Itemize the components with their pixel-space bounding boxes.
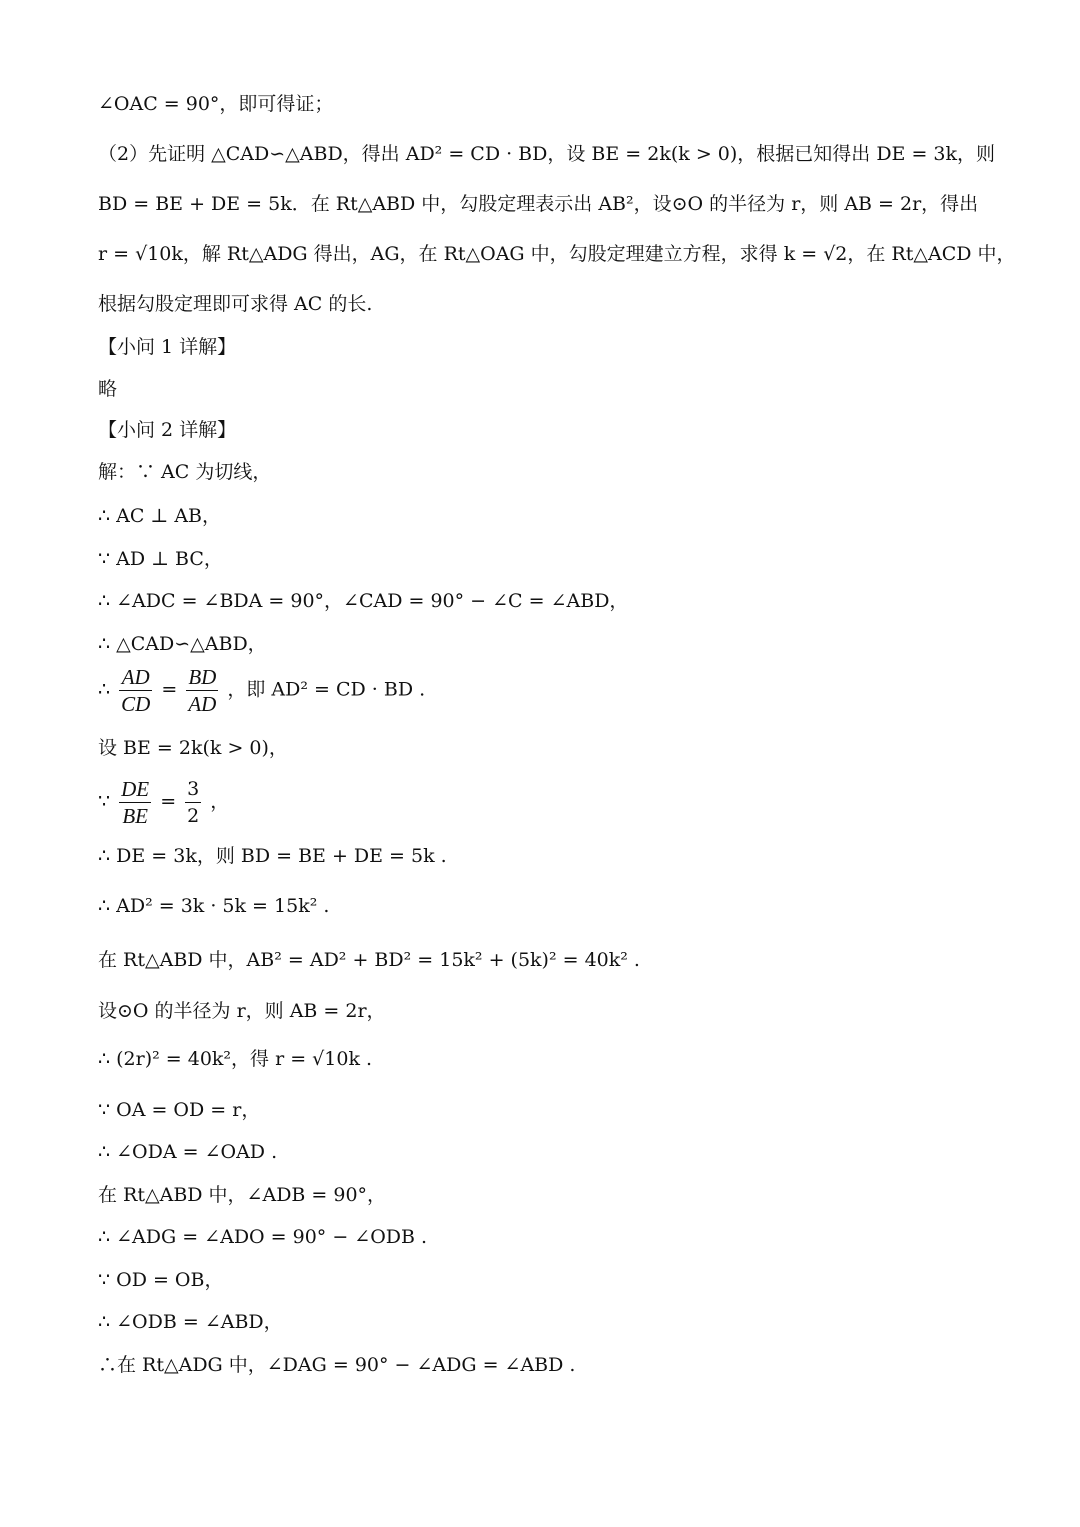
- text-line: 在 Rt△ABD 中，AB² = AD² + BD² = 15k² + (5k)² = 40k² .: [98, 949, 640, 971]
- fraction: [119, 776, 151, 829]
- text-line: 设⊙O 的半径为 r，则 AB = 2r，: [98, 1000, 386, 1022]
- text-line: ∴在 Rt△ADG 中，∠DAG = 90° − ∠ADG = ∠ABD .: [98, 1354, 576, 1376]
- text-line: ∴ DE = 3k，则 BD = BE + DE = 5k .: [98, 845, 447, 867]
- text-line: ∴ ∠ODB = ∠ABD，: [98, 1311, 283, 1333]
- fraction: [185, 776, 201, 829]
- fraction-suffix: ，: [210, 790, 230, 813]
- text-line: 略: [98, 378, 118, 400]
- fraction-denominator: AD: [188, 692, 217, 716]
- fraction-numerator: DE: [121, 777, 150, 801]
- fraction-prefix: ∵: [98, 790, 111, 813]
- fraction-numerator: 3: [185, 776, 201, 803]
- text-line: ∴ ∠ODA = ∠OAD .: [98, 1141, 278, 1163]
- text-line: BD = BE + DE = 5k．在 Rt△ABD 中，勾股定理表示出 AB²，设⊙O 的半径为 r，则 AB = 2r，得出: [98, 193, 979, 215]
- text-line: 根据勾股定理即可求得 AC 的长.: [98, 293, 373, 315]
- fraction-line: [98, 776, 990, 829]
- section-heading: 【小问 2 详解】: [98, 419, 237, 441]
- fraction-line: [98, 664, 990, 717]
- text-line: ∵ OA = OD = r，: [98, 1099, 261, 1121]
- text-line: 设 BE = 2k(k > 0)，: [98, 737, 288, 759]
- text-line: r = √10k，解 Rt△ADG 得出，AG，在 Rt△OAG 中，勾股定理建立方程，求得 k = √2，在 Rt△ACD 中，: [98, 243, 1016, 265]
- fraction-denominator: 2: [187, 805, 200, 827]
- text-line: ∴ △CAD∽△ABD，: [98, 633, 267, 655]
- text-line: 在 Rt△ABD 中，∠ADB = 90°，: [98, 1184, 387, 1206]
- text-line: 解：∵ AC 为切线，: [98, 461, 272, 483]
- text-line: ∵ OD = OB，: [98, 1269, 224, 1291]
- equals-sign: =: [160, 790, 177, 813]
- text-line: ∴ (2r)² = 40k²，得 r = √10k .: [98, 1048, 373, 1070]
- fraction-suffix: ，即 AD² = CD · BD .: [227, 678, 426, 701]
- fraction: [186, 664, 218, 717]
- fraction-numerator: AD: [119, 664, 152, 691]
- text-line: ∵ AD ⊥ BC，: [98, 548, 223, 570]
- fraction-prefix: ∴: [98, 678, 111, 701]
- text-line: ∠OAC = 90°，即可得证；: [98, 93, 334, 115]
- text-line: ∴ AD² = 3k · 5k = 15k² .: [98, 895, 330, 917]
- fraction: [119, 664, 152, 717]
- text-line: ∴ ∠ADG = ∠ADO = 90° − ∠ODB .: [98, 1226, 428, 1248]
- equals-sign: =: [161, 678, 178, 701]
- fraction-denominator: CD: [121, 692, 151, 716]
- text-line: （2）先证明 △CAD∽△ABD，得出 AD² = CD · BD，设 BE = 2k(k > 0)，根据已知得出 DE = 3k，则: [98, 143, 996, 165]
- fraction-denominator: BE: [122, 804, 148, 828]
- fraction-numerator: BD: [188, 665, 217, 689]
- text-line: ∴ ∠ADC = ∠BDA = 90°，∠CAD = 90° − ∠C = ∠ABD，: [98, 590, 629, 612]
- section-heading: 【小问 1 详解】: [98, 336, 237, 358]
- text-line: ∴ AC ⊥ AB，: [98, 505, 222, 527]
